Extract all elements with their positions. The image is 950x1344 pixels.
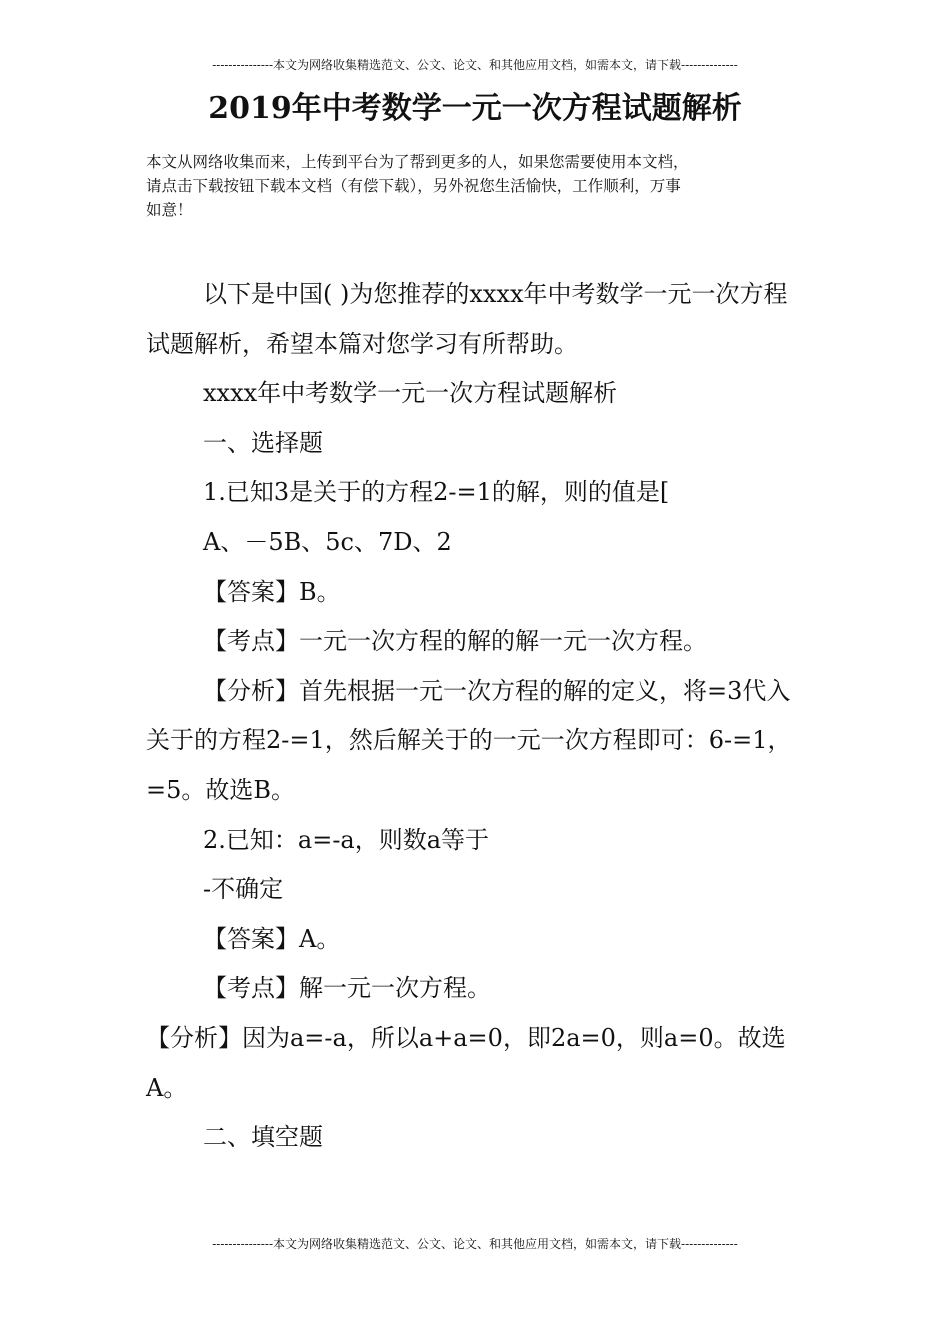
answer-line: 【答案】A。 — [203, 924, 341, 953]
question-options: A、－5B、5c、7D、2 — [203, 527, 452, 556]
topic-line: 【考点】一元一次方程的解的解一元一次方程。 — [203, 627, 707, 656]
question-text: 1.已知3是关于的方程2-=1的解，则的值是[ — [203, 478, 670, 507]
analysis-paragraph: 【分析】因为a=-a，所以a+a=0，即2a=0，则a=0。故选A。 — [146, 1023, 786, 1102]
answer-line: 【答案】B。 — [203, 577, 341, 606]
body-paragraph: 以下是中国( )为您推荐的xxxx年中考数学一元一次方程试题解析，希望本篇对您学习有所帮助。 — [146, 280, 788, 358]
intro-line: 请点击下载按钮下载本文档（有偿下载），另外祝您生活愉快，工作顺利，万事 — [146, 177, 681, 195]
topic-line: 【考点】解一元一次方程。 — [203, 974, 491, 1003]
question-options: -不确定 — [203, 875, 284, 904]
question-text: 2.已知：a=-a，则数a等于 — [203, 825, 490, 854]
section-heading: 一、选择题 — [203, 428, 323, 457]
intro-line: 本文从网络收集而来，上传到平台为了帮到更多的人，如果您需要使用本文档， — [146, 153, 689, 171]
analysis-paragraph: 【分析】首先根据一元一次方程的解的定义，将=3代入关于的方程2-=1，然后解关于的一元一次方程即可：6-=1，=5。故选B。 — [146, 676, 792, 804]
header-banner: ---------------本文为网络收集精选范文、公文、论文、和其他应用文档，如需本文，请下载-------------- — [212, 58, 738, 72]
section-heading: 二、填空题 — [203, 1123, 323, 1152]
section-heading: xxxx年中考数学一元一次方程试题解析 — [203, 379, 618, 408]
footer-banner: ---------------本文为网络收集精选范文、公文、论文、和其他应用文档，如需本文，请下载-------------- — [212, 1237, 738, 1251]
intro-notice — [146, 150, 810, 222]
document-body — [146, 270, 810, 1163]
document-title: 2019年中考数学一元一次方程试题解析 — [208, 91, 742, 126]
intro-line: 如意！ — [146, 201, 193, 219]
